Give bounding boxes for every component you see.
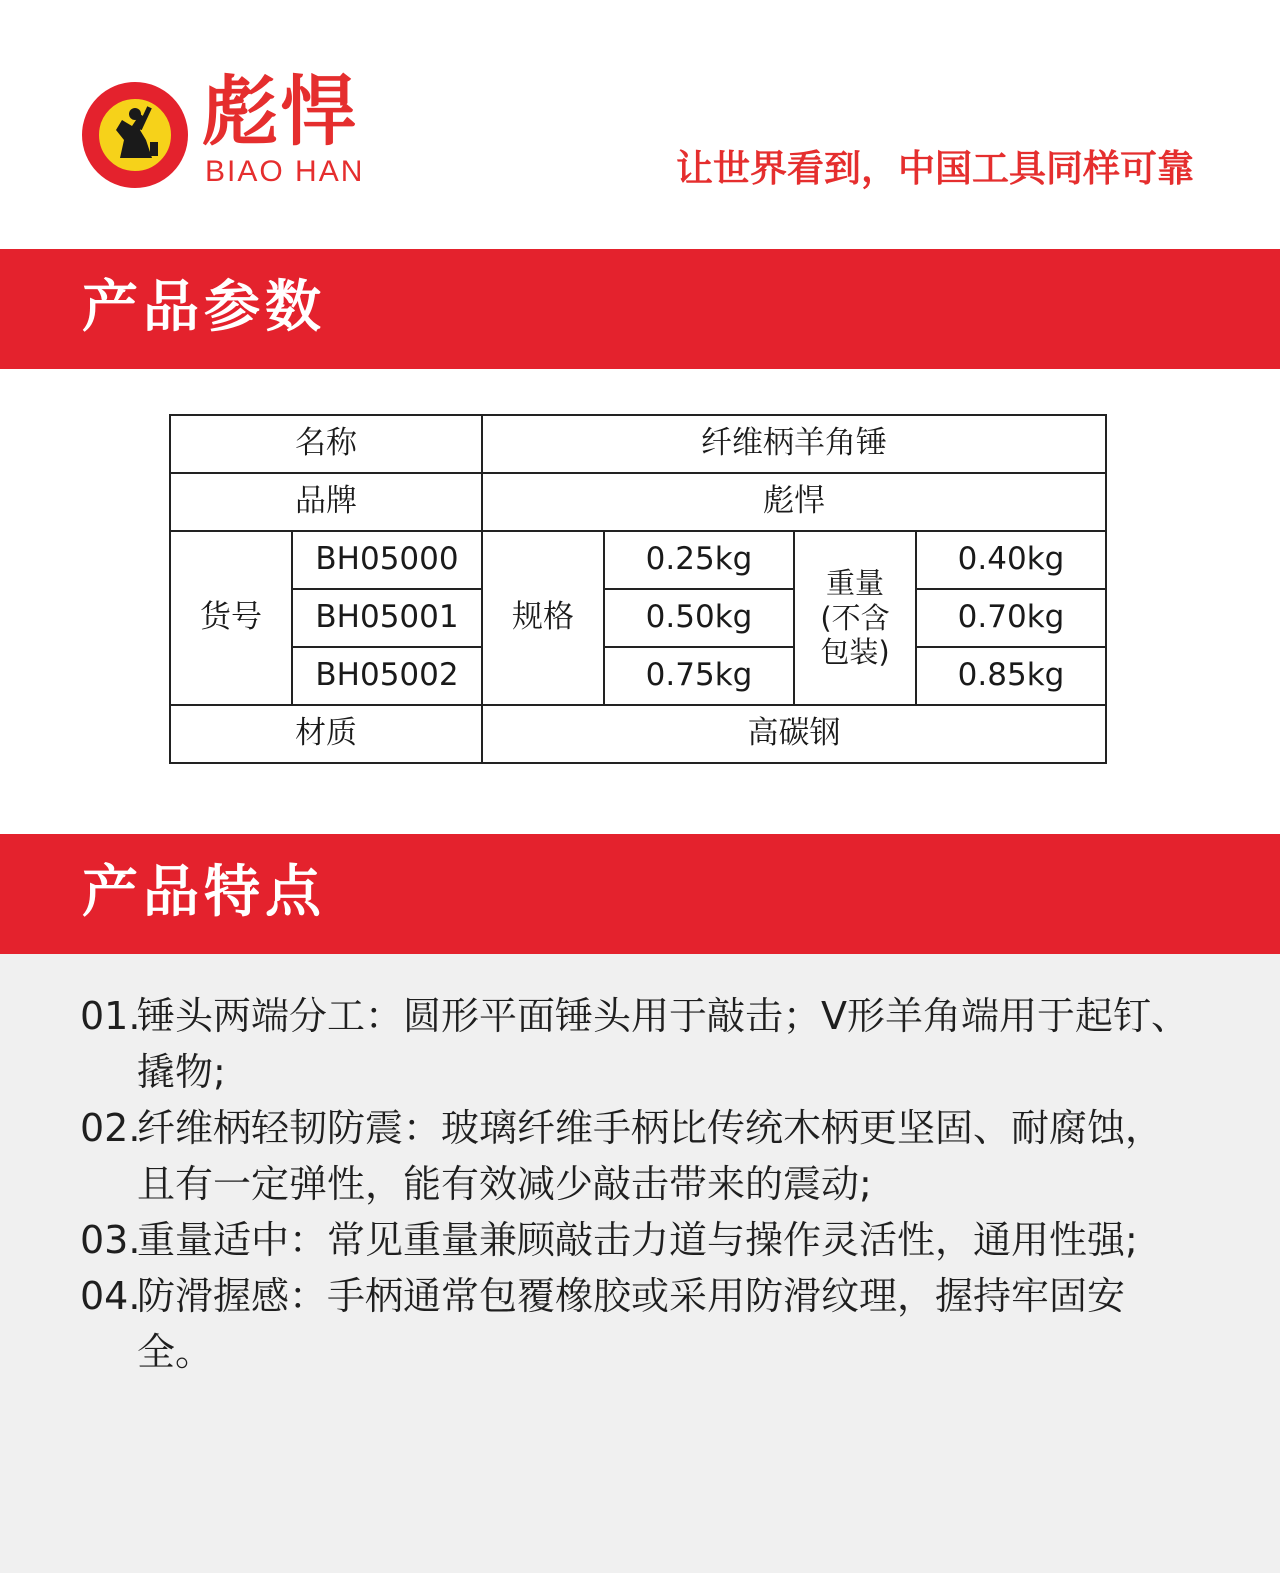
weight-label [794, 531, 916, 705]
params-section-title: 产品参数 [82, 275, 326, 340]
list-item [80, 1100, 1200, 1212]
list-item [80, 1212, 1200, 1268]
spec-table [169, 414, 1107, 764]
weight-cell: 0.40kg [916, 531, 1106, 589]
feature-number: 02. [80, 1106, 141, 1150]
list-item [80, 988, 1200, 1100]
sku-cell: BH05002 [292, 647, 482, 705]
table-row [170, 705, 1106, 763]
spec-cell: 0.50kg [604, 589, 794, 647]
weight-cell: 0.85kg [916, 647, 1106, 705]
feature-number: 04. [80, 1274, 141, 1318]
sku-cell: BH05001 [292, 589, 482, 647]
feature-text: 纤维柄轻韧防震：玻璃纤维手柄比传统木柄更坚固、耐腐蚀，且有一定弹性，能有效减少敲击带来的震动; [137, 1106, 1164, 1206]
brand-name-en: BIAO HAN [205, 155, 365, 188]
features-panel [0, 954, 1280, 1573]
brand-name-cn: 彪悍 [202, 67, 358, 156]
feature-text: 防滑握感：手柄通常包覆橡胶或采用防滑纹理，握持牢固安全。 [137, 1274, 1126, 1374]
table-row [170, 415, 1106, 473]
material-label: 材质 [170, 705, 482, 763]
spec-cell: 0.75kg [604, 647, 794, 705]
features-list [80, 988, 1200, 1380]
name-value: 纤维柄羊角锤 [482, 415, 1106, 473]
weight-label-text: 重量(不含包装) [820, 565, 890, 670]
table-row [170, 647, 1106, 705]
spec-label: 规格 [482, 531, 604, 705]
feature-text: 锤头两端分工：圆形平面锤头用于敲击；V形羊角端用于起钉、撬物; [137, 994, 1189, 1094]
sku-label: 货号 [170, 531, 292, 705]
brand-label: 品牌 [170, 473, 482, 531]
brand-value: 彪悍 [482, 473, 1106, 531]
feature-text: 重量适中：常见重量兼顾敲击力道与操作灵活性，通用性强; [137, 1218, 1138, 1262]
material-value: 高碳钢 [482, 705, 1106, 763]
table-row [170, 473, 1106, 531]
page-header [0, 0, 1280, 249]
slogan: 让世界看到，中国工具同样可靠 [676, 147, 1194, 190]
features-section-header [0, 834, 1280, 954]
feature-number: 01. [80, 994, 141, 1038]
sku-cell: BH05000 [292, 531, 482, 589]
feature-number: 03. [80, 1218, 141, 1262]
features-section-title: 产品特点 [82, 860, 326, 925]
name-label: 名称 [170, 415, 482, 473]
table-row [170, 531, 1106, 589]
list-item [80, 1268, 1200, 1380]
weight-cell: 0.70kg [916, 589, 1106, 647]
spec-cell: 0.25kg [604, 531, 794, 589]
brand-seal-logo [80, 80, 190, 190]
params-section-header [0, 249, 1280, 369]
table-row [170, 589, 1106, 647]
